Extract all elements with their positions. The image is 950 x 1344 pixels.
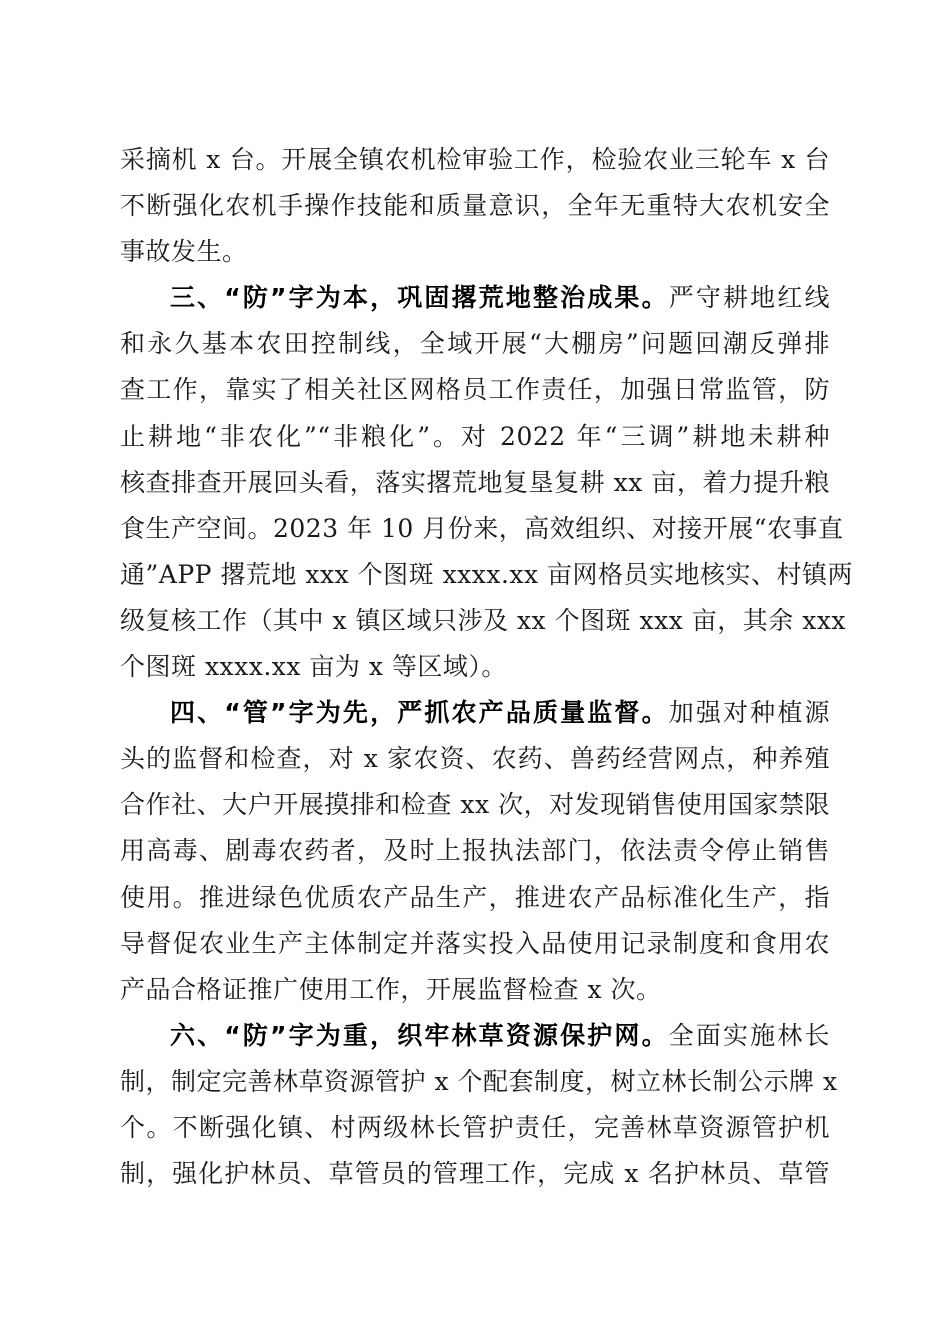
text-line: 制，制定完善林草资源管护 x 个配套制度，树立林长制公示牌 x <box>120 1066 838 1096</box>
text-line: 通”APP 撂荒地 xxx 个图斑 xxxx.xx 亩网格员实地核实、村镇两 <box>120 559 854 589</box>
text-line: 制，强化护林员、草管员的管理工作，完成 x 名护林员、草管 <box>120 1159 830 1189</box>
text-line: 查工作，靠实了相关社区网格员工作责任，加强日常监管，防 <box>120 375 830 405</box>
text-line: 导督促农业生产主体制定并落实投入品使用记录制度和食用农 <box>120 928 830 958</box>
text-line: 采摘机 x 台。开展全镇农机检审验工作，检验农业三轮车 x 台 <box>120 145 830 174</box>
text-line: 事故发生。 <box>120 237 248 267</box>
text-line: 合作社、大户开展摸排和检查 xx 次，对发现销售使用国家禁限 <box>120 790 830 820</box>
text-line: 食生产空间。2023 年 10 月份来，高效组织、对接开展“农事直 <box>120 513 844 543</box>
section-three-first-line <box>120 275 830 321</box>
text-line: 级复核工作（其中 x 镇区域只涉及 xx 个图斑 xxx 亩，其余 xxx <box>120 605 847 635</box>
text-line: 止耕地“非农化”“非粮化”。对 2022 年“三调”耕地未耕种 <box>120 421 830 451</box>
section-six-heading: 六、“防”字为重，织牢林草资源保护网。 <box>170 1020 669 1050</box>
section-four-heading: 四、“管”字为先，严抓农产品质量监督。 <box>170 698 669 728</box>
text-line: 使用。推进绿色优质农产品生产，推进农产品标准化生产，指 <box>120 882 830 912</box>
section-four-first-line <box>120 690 830 736</box>
text-line: 核查排查开展回头看，落实撂荒地复垦复耕 xx 亩，着力提升粮 <box>120 467 830 497</box>
text-line: 和永久基本农田控制线，全域开展“大棚房”问题回潮反弹排 <box>120 329 830 359</box>
text-span: 加强对种植源 <box>668 698 830 728</box>
document-body <box>120 137 854 1197</box>
text-line: 个。不断强化镇、村两级林长管护责任，完善林草资源管护机 <box>120 1112 830 1142</box>
text-line: 个图斑 xxxx.xx 亩为 x 等区域）。 <box>120 652 507 682</box>
text-span: 全面实施林长 <box>668 1020 830 1050</box>
text-line: 用高毒、剧毒农药者，及时上报执法部门，依法责令停止销售 <box>120 836 830 866</box>
text-line: 不断强化农机手操作技能和质量意识，全年无重特大农机安全 <box>120 191 830 221</box>
text-line: 头的监督和检查，对 x 家农资、农药、兽药经营网点，种养殖 <box>120 744 830 774</box>
text-span: 严守耕地红线 <box>668 283 830 313</box>
section-three-heading: 三、“防”字为本，巩固撂荒地整治成果。 <box>170 283 669 313</box>
text-line: 产品合格证推广使用工作，开展监督检查 x 次。 <box>120 974 662 1004</box>
section-six-first-line <box>120 1013 830 1059</box>
